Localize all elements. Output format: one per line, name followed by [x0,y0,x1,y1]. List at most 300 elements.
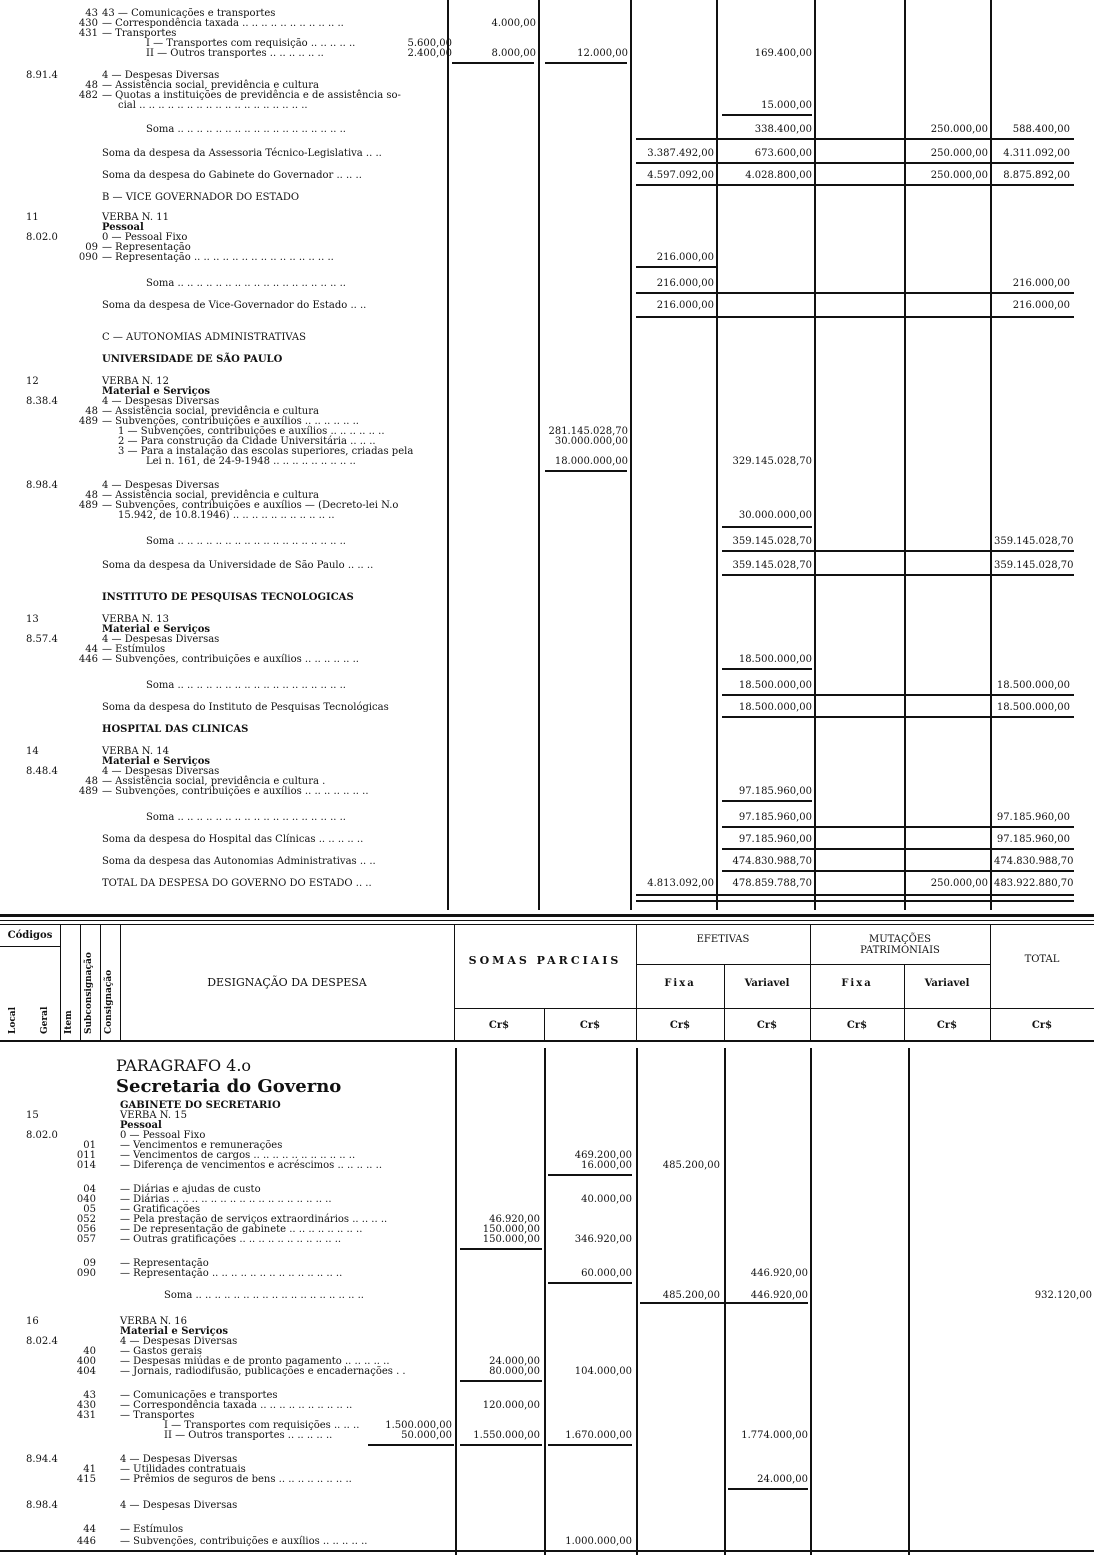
amount-p1: 150.000,00 [482,1234,540,1245]
rule-sum [636,162,1074,164]
amount-mv: 250.000,00 [930,148,988,159]
rule-sum [0,1550,1094,1552]
row-description: I — Transportes com requisição .. .. .. .. .. [146,38,356,49]
row-description: VERBA N. 11 [102,212,169,223]
header-designacao: DESIGNAÇÃO DA DESPESA [207,976,367,989]
amount-ef: 485.200,00 [662,1160,720,1171]
code-item: 446 [76,1536,96,1547]
row-description: — Subvenções, contribuições e auxílios .. .. .. .. .. .. [102,416,359,427]
code-item: 489 [78,786,98,797]
row-description: — Correspondência taxada .. .. .. .. .. .. .. .. .. .. [120,1400,353,1411]
table-row [0,1536,1094,1548]
rule-sum [728,1488,808,1490]
amount-ev: 97.185.960,00 [738,786,812,797]
table-row [0,300,1094,312]
row-description: I — Transportes com requisições .. .. .. [164,1420,360,1431]
table-row [0,1366,1094,1378]
code-local: 8.02.0 [26,232,58,243]
table-row [0,1524,1094,1536]
code-item: 056 [76,1224,96,1235]
currency-label: Cr$ [756,1020,778,1031]
header-efetivas-variavel: Variavel [744,978,790,989]
amount-tot: 932.120,00 [1034,1290,1092,1301]
row-description: UNIVERSIDADE DE SÃO PAULO [102,354,283,365]
amount-p2: 469.200,00 [574,1150,632,1161]
rule-sum [636,900,1074,902]
table-row [0,1268,1094,1280]
row-description: — Gratificações [120,1204,201,1215]
code-item: 011 [76,1150,96,1161]
section-separator [0,920,1094,921]
code-item: 404 [76,1366,96,1377]
currency-label: Cr$ [846,1020,868,1031]
code-item: 48 [85,776,98,787]
rule-sum [460,1248,542,1250]
header-efetivas-fixa: Fixa [664,978,696,989]
row-description: — Representação .. .. .. .. .. .. .. .. .. .. .. .. .. .. .. [102,252,334,263]
amount-ev: 97.185.960,00 [738,834,812,845]
rule-sum [722,716,1074,718]
currency-label: Cr$ [936,1020,958,1031]
table-row [0,536,1094,548]
row-description: — Transportes [102,28,177,39]
code-local: 12 [26,376,39,387]
code-item: 44 [85,644,98,655]
code-item: 446 [78,654,98,665]
row-description: HOSPITAL DAS CLINICAS [102,724,249,735]
amount-ev: 4.028.800,00 [745,170,812,181]
rule-sum [548,1444,632,1446]
amount-p1: 120.000,00 [482,1400,540,1411]
amount-p2: 60.000,00 [581,1268,632,1279]
row-description: 4 — Despesas Diversas [120,1336,238,1347]
currency-label: Cr$ [579,1020,601,1031]
table-row [0,1474,1094,1486]
row-description: — Quotas a instituições de previdência e de assistência so- [102,90,401,101]
code-local: 8.57.4 [26,634,58,645]
table-row [0,148,1094,160]
table-row [0,560,1094,572]
row-description: 3 — Para a instalação das escolas superiores, criadas pela [118,446,414,457]
row-description: — Estímulos [120,1524,184,1535]
code-item: 014 [76,1160,96,1171]
code-local: 14 [26,746,39,757]
amount-ev: 338.400,00 [754,124,812,135]
row-description: 4 — Despesas Diversas [102,70,220,81]
table-row [0,1500,1094,1512]
code-item: 48 [85,490,98,501]
code-local: 8.02.0 [26,1130,58,1141]
rule-sum [722,114,812,116]
rule-sum [460,1444,542,1446]
table-row [0,834,1094,846]
amount-ev: 446.920,00 [750,1290,808,1301]
row-description: Soma .. .. .. .. .. .. .. .. .. .. .. .. .. .. .. .. .. .. [146,278,346,289]
table-row [0,1290,1094,1302]
header-efetivas: EFETIVAS [696,934,750,945]
rule-sum [722,574,1074,576]
table-row [0,1234,1094,1246]
code-local: 8.38.4 [26,396,58,407]
row-description: GABINETE DO SECRETARIO [120,1100,281,1111]
row-description: — Assistência social, previdência e cultura [102,80,319,91]
table-row [0,680,1094,692]
code-item: 09 [85,242,98,253]
table-row [0,332,1094,344]
row-description: — Assistência social, previdência e cultura . [102,776,326,787]
rule-sum [722,870,1074,872]
amount-p1: 1.550.000,00 [473,1430,540,1441]
row-description: 1 — Subvenções, contribuições e auxílios .. .. .. .. .. .. [118,426,385,437]
rule-sum [548,1174,632,1176]
amount-tot: 359.145.028,70 [994,560,1074,571]
amount-p2: 40.000,00 [581,1194,632,1205]
row-description: 2 — Para construção da Cidade Universitária .. .. .. [118,436,376,447]
row-description: Soma .. .. .. .. .. .. .. .. .. .. .. .. .. .. .. .. .. .. [164,1290,364,1301]
amount-tot: 474.830.988,70 [994,856,1074,867]
code-item: 48 [85,80,98,91]
amount-tot: 18.500.000,00 [996,680,1070,691]
amount-mv: 250.000,00 [930,124,988,135]
row-description: Soma da despesa do Instituto de Pesquisas Tecnológicas [102,702,389,713]
currency-label: Cr$ [1031,1020,1053,1031]
row-description: Soma da despesa do Hospital das Clínicas .. .. .. .. .. [102,834,364,845]
row-description: Soma da despesa de Vice-Governador do Estado .. .. [102,300,367,311]
header-local: Local [8,1006,18,1034]
rule-sum [636,894,1074,896]
row-description: VERBA N. 12 [102,376,169,387]
row-description: 15.942, de 10.8.1946) .. .. .. .. .. .. .. .. .. .. .. [118,510,335,521]
table-row [0,510,1094,522]
row-description: Lei n. 161, de 24-9-1948 .. .. .. .. .. .. .. .. .. [146,456,356,467]
code-item: 09 [83,1258,96,1269]
amount-ef: 216.000,00 [656,278,714,289]
row-description: 0 — Pessoal Fixo [120,1130,206,1141]
row-description: II — Outros transportes .. .. .. .. .. .. [146,48,324,59]
amount-ev: 24.000,00 [757,1474,808,1485]
rule-sum [636,292,1074,294]
code-item: 431 [76,1410,96,1421]
amount-p2: 281.145.028,70 [548,426,628,437]
amount-tot: 216.000,00 [1012,300,1070,311]
amount-ev: 673.600,00 [754,148,812,159]
table-row [0,878,1094,890]
code-item: 430 [78,18,98,29]
amount-tot: 4.311.092,00 [1003,148,1070,159]
row-description: — Diárias .. .. .. .. .. .. .. .. .. .. .. .. .. .. .. .. .. [120,1194,332,1205]
table-row [0,592,1094,604]
amount-ev: 1.774.000,00 [741,1430,808,1441]
amount-ev: 359.145.028,70 [732,560,812,571]
row-description: 0 — Pessoal Fixo [102,232,188,243]
row-description: VERBA N. 15 [120,1110,187,1121]
row-description: II — Outros transportes .. .. .. .. .. [164,1430,333,1441]
row-description: — Prêmios de seguros de bens .. .. .. .. .. .. .. .. [120,1474,352,1485]
amount-ef: 485.200,00 [662,1290,720,1301]
amount-ef: 3.387.492,00 [647,148,714,159]
amount-ev: 359.145.028,70 [732,536,812,547]
header-consignacao: Consignação [104,969,114,1034]
currency-label: Cr$ [669,1020,691,1031]
rule-sum [722,826,1074,828]
row-description: Pessoal [102,222,144,233]
code-item: 400 [76,1356,96,1367]
header-codigos: Códigos [7,930,53,941]
sub-value: 50.000,00 [401,1430,452,1441]
code-local: 8.48.4 [26,766,58,777]
rule-sum [636,138,1074,140]
code-local: 8.91.4 [26,70,58,81]
amount-tot: 8.875.892,00 [1003,170,1070,181]
amount-tot: 588.400,00 [1012,124,1070,135]
rule-sum [368,1444,454,1446]
row-description: C — AUTONOMIAS ADMINISTRATIVAS [102,332,307,343]
section-separator [0,914,1094,917]
row-description: — Despesas miúdas e de pronto pagamento .. .. .. .. .. [120,1356,390,1367]
row-description: — Assistência social, previdência e cultura [102,490,319,501]
row-description: 4 — Despesas Diversas [102,766,220,777]
table-row [0,278,1094,290]
rule-sum [460,1380,542,1382]
amount-tot: 97.185.960,00 [996,812,1070,823]
amount-p1: 24.000,00 [489,1356,540,1367]
header-total: TOTAL [1024,954,1060,965]
amount-mv: 250.000,00 [930,878,988,889]
row-description: Soma .. .. .. .. .. .. .. .. .. .. .. .. .. .. .. .. .. .. [146,680,346,691]
rule-sum [722,550,1074,552]
table-header [0,924,1094,1042]
row-description: — Transportes [120,1410,195,1421]
header-item: Item [64,1010,74,1034]
row-description: — De representação de gabinete .. .. .. .. .. .. .. .. [120,1224,363,1235]
amount-mv: 250.000,00 [930,170,988,181]
table-row [0,354,1094,366]
amount-ev: 18.500.000,00 [738,702,812,713]
code-local: 8.98.4 [26,1500,58,1511]
amount-p2: 12.000,00 [577,48,628,59]
rule-sum [722,694,1074,696]
amount-ev: 474.830.988,70 [732,856,812,867]
row-description: — Subvenções, contribuições e auxílios .. .. .. .. .. .. [102,654,359,665]
row-description: Soma da despesa da Universidade de São Paulo .. .. .. [102,560,374,571]
amount-ev: 97.185.960,00 [738,812,812,823]
table-row [0,856,1094,868]
amount-p2: 18.000.000,00 [554,456,628,467]
row-description: — Subvenções, contribuições e auxílios .. .. .. .. .. .. .. [102,786,369,797]
table-row [0,192,1094,204]
row-description: 43 — Comunicações e transportes [102,8,276,19]
amount-ev: 18.500.000,00 [738,654,812,665]
code-item: 052 [76,1214,96,1225]
row-description: VERBA N. 14 [102,746,169,757]
amount-p1: 80.000,00 [489,1366,540,1377]
row-description: 4 — Despesas Diversas [102,634,220,645]
rule-sum [636,184,1074,186]
row-description: — Diferença de vencimentos e acréscimos .. .. .. .. .. [120,1160,382,1171]
amount-p1: 46.920,00 [489,1214,540,1225]
row-description: Material e Serviços [120,1326,229,1337]
row-description: — Vencimentos de cargos .. .. .. .. .. .. .. .. .. .. .. [120,1150,356,1161]
amount-tot: 483.922.880,70 [994,878,1074,889]
row-description: Material e Serviços [102,386,211,397]
table-row [0,1160,1094,1172]
currency-label: Cr$ [488,1020,510,1031]
row-description: — Jornais, radiodifusão, publicações e encadernações . . [120,1366,406,1377]
table-row [0,124,1094,136]
code-item: 489 [78,416,98,427]
amount-ef: 4.813.092,00 [647,878,714,889]
rule-sum [722,800,812,802]
paragraph-title: Secretaria do Governo [116,1076,342,1097]
row-description: cial .. .. .. .. .. .. .. .. .. .. .. .. .. .. .. .. .. .. [118,100,308,111]
code-local: 13 [26,614,39,625]
row-description: 4 — Despesas Diversas [102,480,220,491]
header-mutacoes-variavel: Variavel [924,978,970,989]
row-description: — Vencimentos e remunerações [120,1140,283,1151]
row-description: — Correspondência taxada .. .. .. .. .. .. .. .. .. .. .. [102,18,344,29]
code-item: 057 [76,1234,96,1245]
header-geral: Geral [40,1006,50,1034]
row-description: Soma da despesa das Autonomias Administrativas .. .. [102,856,376,867]
header-somas-parciais: SOMAS PARCIAIS [468,954,622,967]
table-row [0,456,1094,468]
code-item: 01 [83,1140,96,1151]
rule-sum [640,1302,808,1304]
row-description: Material e Serviços [102,624,211,635]
row-description: Soma da despesa da Assessoria Técnico-Legislativa .. .. [102,148,382,159]
code-item: 43 [85,8,98,19]
row-description: 4 — Despesas Diversas [120,1500,238,1511]
amount-p2: 346.920,00 [574,1234,632,1245]
header-subconsignacao: Subconsignação [84,952,94,1034]
code-local: 11 [26,212,39,223]
table-row [0,702,1094,714]
amount-ev: 169.400,00 [754,48,812,59]
code-local: 8.98.4 [26,480,58,491]
code-item: 482 [78,90,98,101]
code-local: 16 [26,1316,39,1327]
amount-ef: 216.000,00 [656,300,714,311]
amount-p1: 4.000,00 [491,18,536,29]
row-description: Material e Serviços [102,756,211,767]
row-description: 4 — Despesas Diversas [120,1454,238,1465]
table-row [0,252,1094,264]
rule-sum [722,848,1074,850]
row-description: — Assistência social, previdência e cultura [102,406,319,417]
rule-sum [452,62,534,64]
sub-value: 2.400,00 [407,48,452,59]
code-local: 15 [26,1110,39,1121]
row-description: TOTAL DA DESPESA DO GOVERNO DO ESTADO .. .. [102,878,372,889]
rule-sum [545,470,627,472]
amount-p2: 1.670.000,00 [565,1430,632,1441]
table-row [0,786,1094,798]
table-row [0,654,1094,666]
sub-value: 5.600,00 [407,38,452,49]
amount-p2: 16.000,00 [581,1160,632,1171]
amount-ev: 18.500.000,00 [738,680,812,691]
row-description: — Subvenções, contribuições e auxílios — (Decreto-lei N.o [102,500,399,511]
amount-ev: 446.920,00 [750,1268,808,1279]
rule-sum [548,1282,632,1284]
code-item: 48 [85,406,98,417]
amount-ev: 15.000,00 [761,100,812,111]
table-row [0,48,1094,60]
code-item: 05 [83,1204,96,1215]
table-row [0,1430,1094,1442]
amount-tot: 18.500.000,00 [996,702,1070,713]
table-row [0,100,1094,112]
code-local: 8.02.4 [26,1336,58,1347]
row-description: — Diárias e ajudas de custo [120,1184,261,1195]
code-item: 41 [83,1464,96,1475]
amount-ev: 30.000.000,00 [738,510,812,521]
table-row [0,724,1094,736]
amount-p2: 104.000,00 [574,1366,632,1377]
row-description: — Utilidades contratuais [120,1464,246,1475]
rule-sum [722,526,812,528]
row-description: — Estímulos [102,644,166,655]
row-description: — Representação [120,1258,209,1269]
row-description: — Representação .. .. .. .. .. .. .. .. .. .. .. .. .. .. [120,1268,343,1279]
row-description: VERBA N. 16 [120,1316,187,1327]
code-item: 44 [83,1524,96,1535]
rule-sum [636,266,716,268]
amount-ev: 329.145.028,70 [732,456,812,467]
row-description: Soma da despesa do Gabinete do Governador .. .. .. [102,170,362,181]
table-row [0,812,1094,824]
amount-p2: 1.000.000,00 [565,1536,632,1547]
code-item: 489 [78,500,98,511]
amount-ef: 4.597.092,00 [647,170,714,181]
rule-sum [722,668,812,670]
sub-value: 1.500.000,00 [385,1420,452,1431]
table-row [0,170,1094,182]
amount-p2: 30.000.000,00 [554,436,628,447]
code-item: 43 [83,1390,96,1401]
amount-tot: 97.185.960,00 [996,834,1070,845]
amount-ef: 216.000,00 [656,252,714,263]
amount-p1: 8.000,00 [491,48,536,59]
row-description: — Gastos gerais [120,1346,203,1357]
header-mutacoes: MUTAÇÕES PATRIMONIAIS [860,934,940,956]
row-description: B — VICE GOVERNADOR DO ESTADO [102,192,300,203]
row-description: — Outras gratificações .. .. .. .. .. .. .. .. .. .. .. [120,1234,342,1245]
amount-tot: 216.000,00 [1012,278,1070,289]
row-description: Soma .. .. .. .. .. .. .. .. .. .. .. .. .. .. .. .. .. .. [146,124,346,135]
code-item: 415 [76,1474,96,1485]
code-item: 090 [78,252,98,263]
code-item: 090 [76,1268,96,1279]
code-item: 430 [76,1400,96,1411]
row-description: Soma .. .. .. .. .. .. .. .. .. .. .. .. .. .. .. .. .. .. [146,536,346,547]
row-description: VERBA N. 13 [102,614,169,625]
code-item: 040 [76,1194,96,1205]
header-mutacoes-fixa: Fixa [841,978,873,989]
code-item: 04 [83,1184,96,1195]
paragraph-label: PARAGRAFO 4.o [116,1056,252,1075]
amount-p1: 150.000,00 [482,1224,540,1235]
row-description: — Comunicações e transportes [120,1390,278,1401]
code-item: 431 [78,28,98,39]
row-description: Soma .. .. .. .. .. .. .. .. .. .. .. .. .. .. .. .. .. .. [146,812,346,823]
rule-sum [545,62,627,64]
row-description: Pessoal [120,1120,162,1131]
row-description: — Representação [102,242,191,253]
amount-tot: 359.145.028,70 [994,536,1074,547]
row-description: 4 — Despesas Diversas [102,396,220,407]
code-local: 8.94.4 [26,1454,58,1465]
